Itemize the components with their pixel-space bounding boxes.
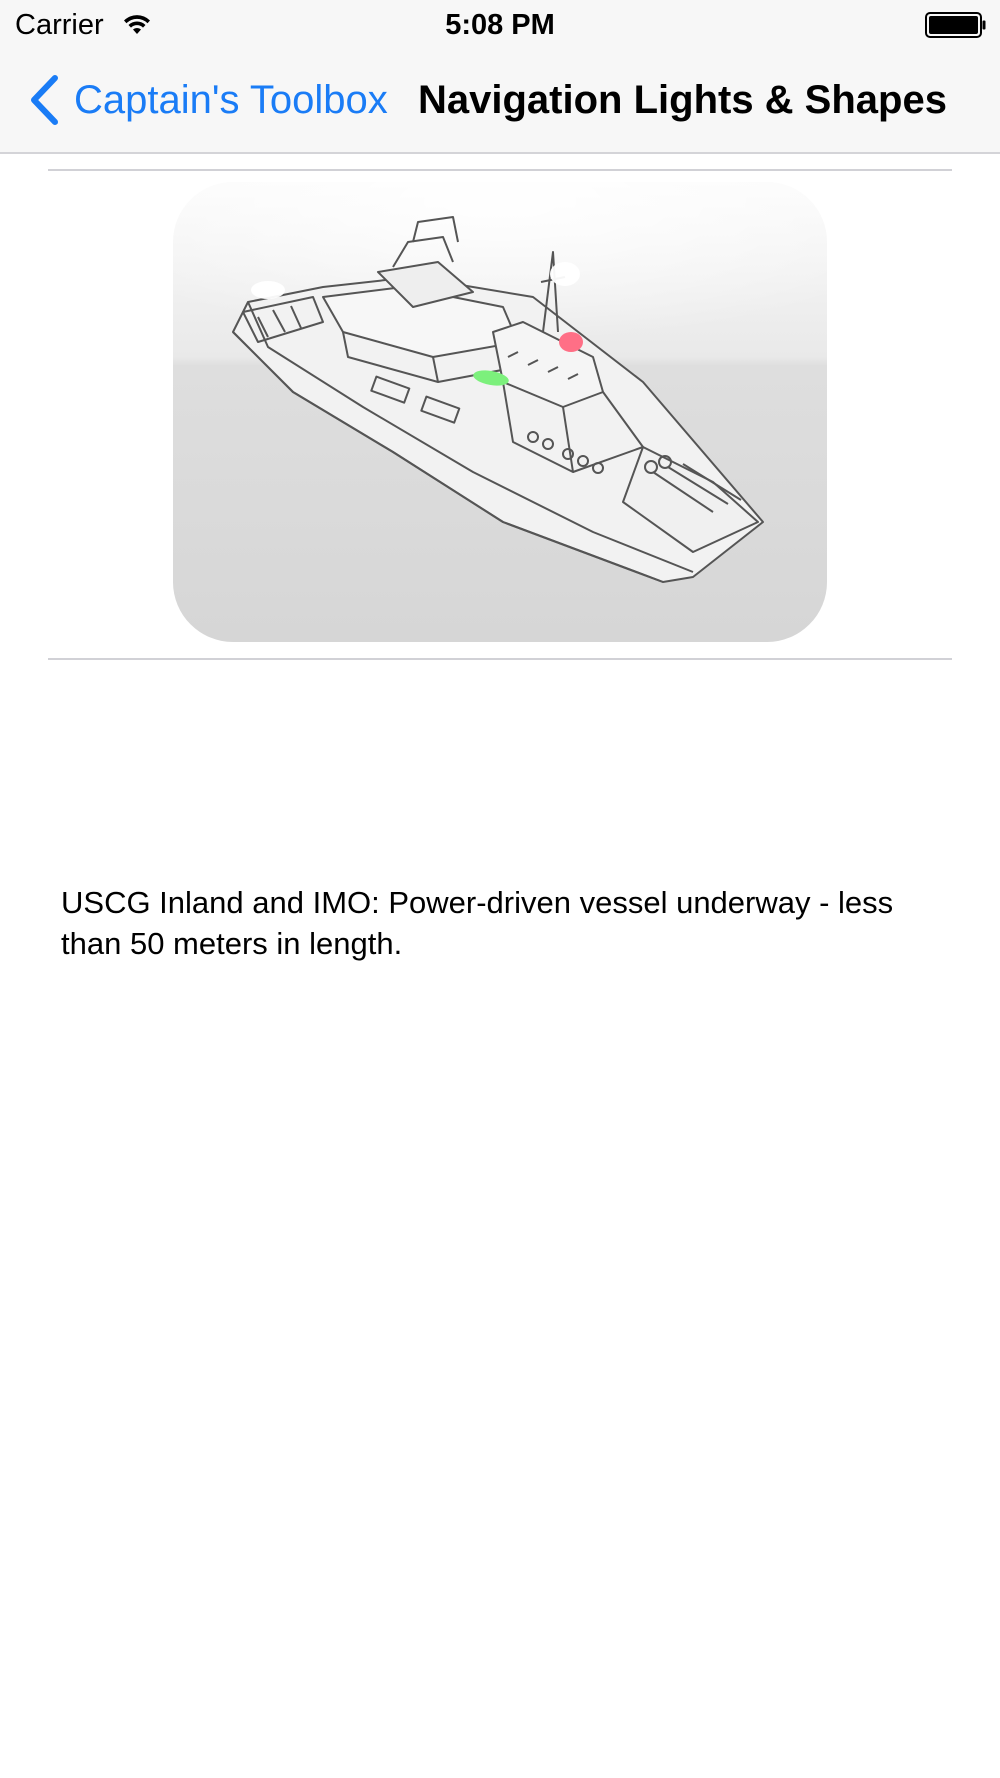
back-button[interactable] (28, 72, 388, 128)
navigation-bar (0, 48, 1000, 154)
carrier-label: Carrier (15, 9, 104, 41)
page-title: Navigation Lights & Shapes (418, 78, 947, 122)
power-driven-vessel-illustration (173, 182, 827, 642)
top-divider (48, 169, 952, 171)
battery-icon (925, 12, 987, 38)
back-button-label: Captain's Toolbox (74, 77, 388, 122)
light-description: USCG Inland and IMO: Power-driven vessel underway - less than 50 meters in length. (61, 885, 894, 961)
status-bar (0, 0, 1000, 48)
clock-time: 5:08 PM (445, 9, 555, 41)
bottom-divider (48, 658, 952, 660)
chevron-left-icon (28, 74, 60, 126)
